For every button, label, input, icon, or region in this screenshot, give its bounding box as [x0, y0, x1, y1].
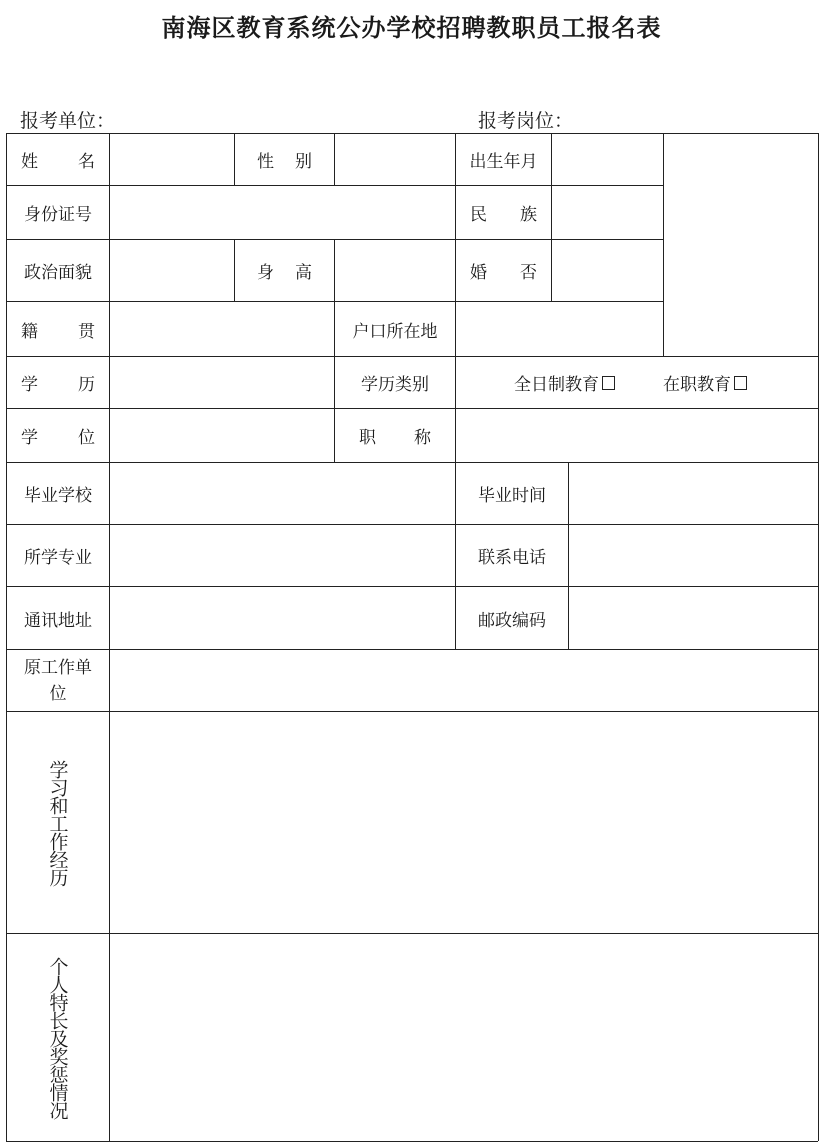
- label-char: 性: [257, 152, 274, 172]
- politics-field[interactable]: [110, 240, 234, 301]
- hukou-field[interactable]: [456, 302, 663, 356]
- title-rank-field[interactable]: [456, 409, 818, 462]
- label-birth: 出生年月: [469, 152, 538, 172]
- apply-unit-label: 报考单位：: [20, 110, 116, 132]
- awards-field[interactable]: [110, 934, 818, 1141]
- grad-time-field[interactable]: [569, 463, 818, 524]
- experience-field[interactable]: [110, 712, 818, 933]
- label-char: 婚: [470, 263, 487, 283]
- inservice-edu-checkbox[interactable]: [663, 370, 747, 395]
- fulltime-edu-label: 全日制教育: [514, 375, 599, 395]
- marital-field[interactable]: [552, 240, 663, 301]
- label-char: 学: [21, 375, 38, 395]
- label-gender: [235, 134, 334, 185]
- label-char: 位: [78, 428, 95, 448]
- label-char: 称: [414, 428, 431, 448]
- label-char: 族: [520, 205, 537, 225]
- school-field[interactable]: [110, 463, 455, 524]
- education-field[interactable]: [110, 357, 334, 408]
- grid-line: [6, 1141, 818, 1142]
- ethnicity-field[interactable]: [552, 186, 663, 239]
- label-major: 所学专业: [24, 548, 92, 568]
- label-awards: 个人特长及奖惩情况: [46, 956, 69, 1119]
- degree-field[interactable]: [110, 409, 334, 462]
- label-native-place: [7, 302, 109, 356]
- label-char: 姓: [21, 152, 38, 172]
- label-ethnicity: [456, 186, 551, 239]
- id-card-field[interactable]: [110, 186, 455, 239]
- label-phone: 联系电话: [478, 548, 546, 568]
- birth-field[interactable]: [552, 134, 663, 185]
- label-id-card: 身份证号: [24, 205, 92, 225]
- prev-work-field[interactable]: [110, 650, 818, 711]
- label-grad-time: 毕业时间: [478, 486, 546, 506]
- label-school: 毕业学校: [24, 486, 92, 506]
- label-char: 学: [21, 428, 38, 448]
- label-char: 籍: [21, 321, 38, 342]
- label-char: 名: [78, 152, 95, 172]
- label-height: [235, 240, 334, 301]
- label-hukou: 户口所在地: [352, 321, 438, 342]
- name-field[interactable]: [110, 134, 234, 185]
- label-char: 民: [470, 205, 487, 225]
- native-place-field[interactable]: [110, 302, 334, 356]
- label-char: 否: [520, 263, 537, 283]
- label-title-rank: [335, 409, 455, 462]
- phone-field[interactable]: [569, 525, 818, 586]
- photo-box[interactable]: [664, 134, 818, 356]
- label-experience: 学习和工作经历: [46, 759, 69, 886]
- label-char: 历: [78, 375, 95, 395]
- label-marital: [456, 240, 551, 301]
- grid-line: [818, 133, 819, 1141]
- label-education: [7, 357, 109, 408]
- form-title: 南海区教育系统公办学校招聘教职员工报名表: [161, 13, 662, 42]
- label-char: 身: [257, 263, 274, 283]
- inservice-edu-label: 在职教育: [663, 375, 731, 395]
- checkbox-square: [734, 376, 747, 390]
- label-edu-type: 学历类别: [361, 375, 429, 395]
- label-awards-cell: [7, 934, 109, 1141]
- label-postcode: 邮政编码: [478, 610, 546, 631]
- label-politics: 政治面貌: [24, 263, 92, 283]
- label-degree: [7, 409, 109, 462]
- address-field[interactable]: [110, 587, 455, 649]
- fulltime-edu-checkbox[interactable]: [514, 370, 615, 395]
- label-char: 别: [295, 152, 312, 172]
- major-field[interactable]: [110, 525, 455, 586]
- checkbox-square: [602, 376, 615, 390]
- label-experience-cell: [7, 712, 109, 933]
- height-field[interactable]: [335, 240, 455, 301]
- label-char: 职: [359, 428, 376, 448]
- label-name: [7, 134, 109, 185]
- postcode-field[interactable]: [569, 587, 818, 649]
- label-prev-work: 原工作单位: [24, 657, 92, 704]
- apply-post-label: 报考岗位：: [478, 110, 574, 132]
- gender-field[interactable]: [335, 134, 455, 185]
- label-address: 通讯地址: [24, 610, 92, 631]
- label-char: 贯: [78, 321, 95, 342]
- edu-type-options: [456, 357, 818, 408]
- label-char: 高: [295, 263, 312, 283]
